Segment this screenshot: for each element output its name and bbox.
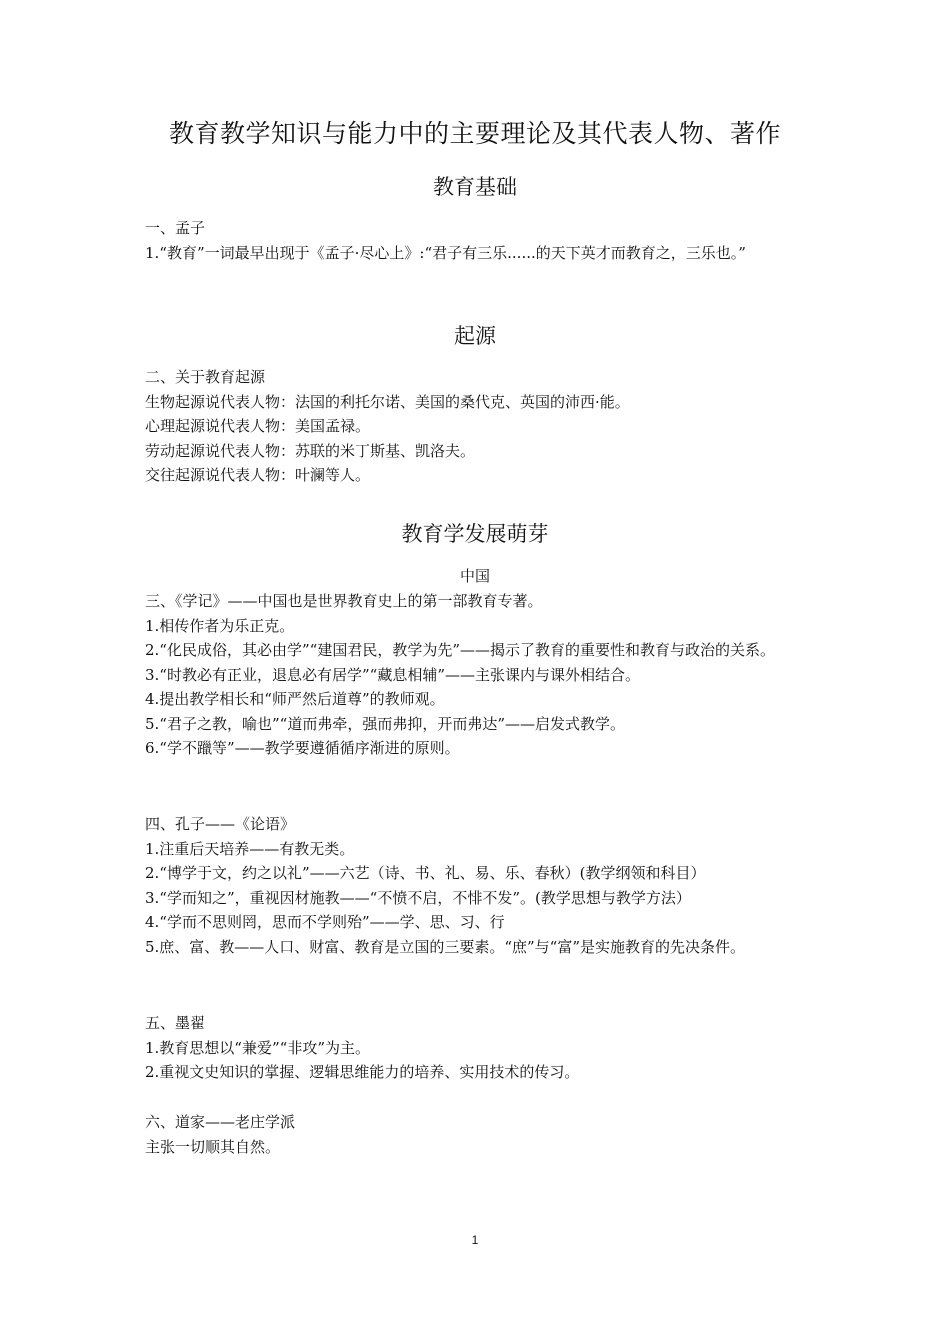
xueji-line: 1.相传作者为乐正克。: [145, 616, 295, 635]
xueji-line: 4.提出教学相长和“师严然后道尊”的教师观。: [145, 690, 445, 708]
page-number: 1: [471, 1233, 479, 1247]
xueji-line: 5.“君子之教，喻也”“道而弗牵，强而弗抑，开而弗达”——启发式教学。: [145, 714, 625, 733]
xueji-line: 3.“时教必有正业，退息必有居学”“藏息相辅”——主张课内与课外相结合。: [145, 665, 640, 684]
document-title: 教育教学知识与能力中的主要理论及其代表人物、著作: [168, 119, 781, 148]
origin-block: [145, 365, 810, 488]
confucius-line: 四、孔子——《论语》: [145, 815, 296, 833]
taoism-block: [145, 1110, 810, 1159]
mozi-block: [145, 1011, 810, 1085]
confucius-line: 1.注重后天培养——有教无类。: [145, 839, 355, 858]
section-heading-sprout: 教育学发展萌芽: [401, 522, 549, 546]
xueji-line: 6.“学不躐等”——教学要遵循循序渐进的原则。: [145, 739, 460, 757]
origin-line: 交往起源说代表人物：叶澜等人。: [145, 466, 371, 484]
taoism-line: 主张一切顺其自然。: [145, 1137, 281, 1156]
confucius-block: [145, 812, 810, 959]
xueji-line: 2.“化民成俗，其必由学”“建国君民，教学为先”——揭示了教育的重要性和教育与政治的关系。: [145, 641, 775, 659]
mozi-line: 2.重视文史知识的掌握、逻辑思维能力的培养、实用技术的传习。: [145, 1063, 580, 1081]
confucius-line: 5.庶、富、教——人口、财富、教育是立国的三要素。“庶”与“富”是实施教育的先决条件。: [145, 937, 745, 956]
taoism-line: 六、道家——老庄学派: [145, 1113, 296, 1131]
section-heading-origin: 起源: [454, 324, 496, 348]
mozi-line: 1.教育思想以“兼爱”“非攻”为主。: [145, 1038, 370, 1057]
origin-line: 劳动起源说代表人物：苏联的米丁斯基、凯洛夫。: [145, 441, 476, 460]
mozi-line: 五、墨翟: [145, 1014, 206, 1032]
foundation-block: [145, 216, 810, 265]
confucius-line: 2.“博学于文，约之以礼”——六艺（诗、书、礼、易、乐、春秋）(教学纲领和科目）: [145, 864, 706, 882]
subheading-china: 中国: [459, 567, 490, 585]
foundation-line: 一、孟子: [145, 219, 206, 237]
xueji-block: [145, 589, 810, 761]
origin-line: 二、关于教育起源: [145, 368, 266, 386]
section-heading-foundation: 教育基础: [433, 175, 517, 199]
origin-line: 心理起源说代表人物：美国孟禄。: [145, 417, 371, 435]
origin-line: 生物起源说代表人物：法国的利托尔诺、美国的桑代克、英国的沛西·能。: [145, 392, 630, 411]
confucius-line: 4.“学而不思则罔，思而不学则殆”——学、思、习、行: [145, 913, 505, 931]
confucius-line: 3.“学而知之”，重视因材施教——“不愤不启，不悱不发”。(教学思想与教学方法）: [145, 888, 691, 907]
xueji-line: 三、《学记》——中国也是世界教育史上的第一部教育专著。: [145, 592, 543, 610]
foundation-line: 1.“教育”一词最早出现于《孟子·尽心上》:“君子有三乐......的天下英才而教育之，三乐也。”: [145, 243, 746, 262]
